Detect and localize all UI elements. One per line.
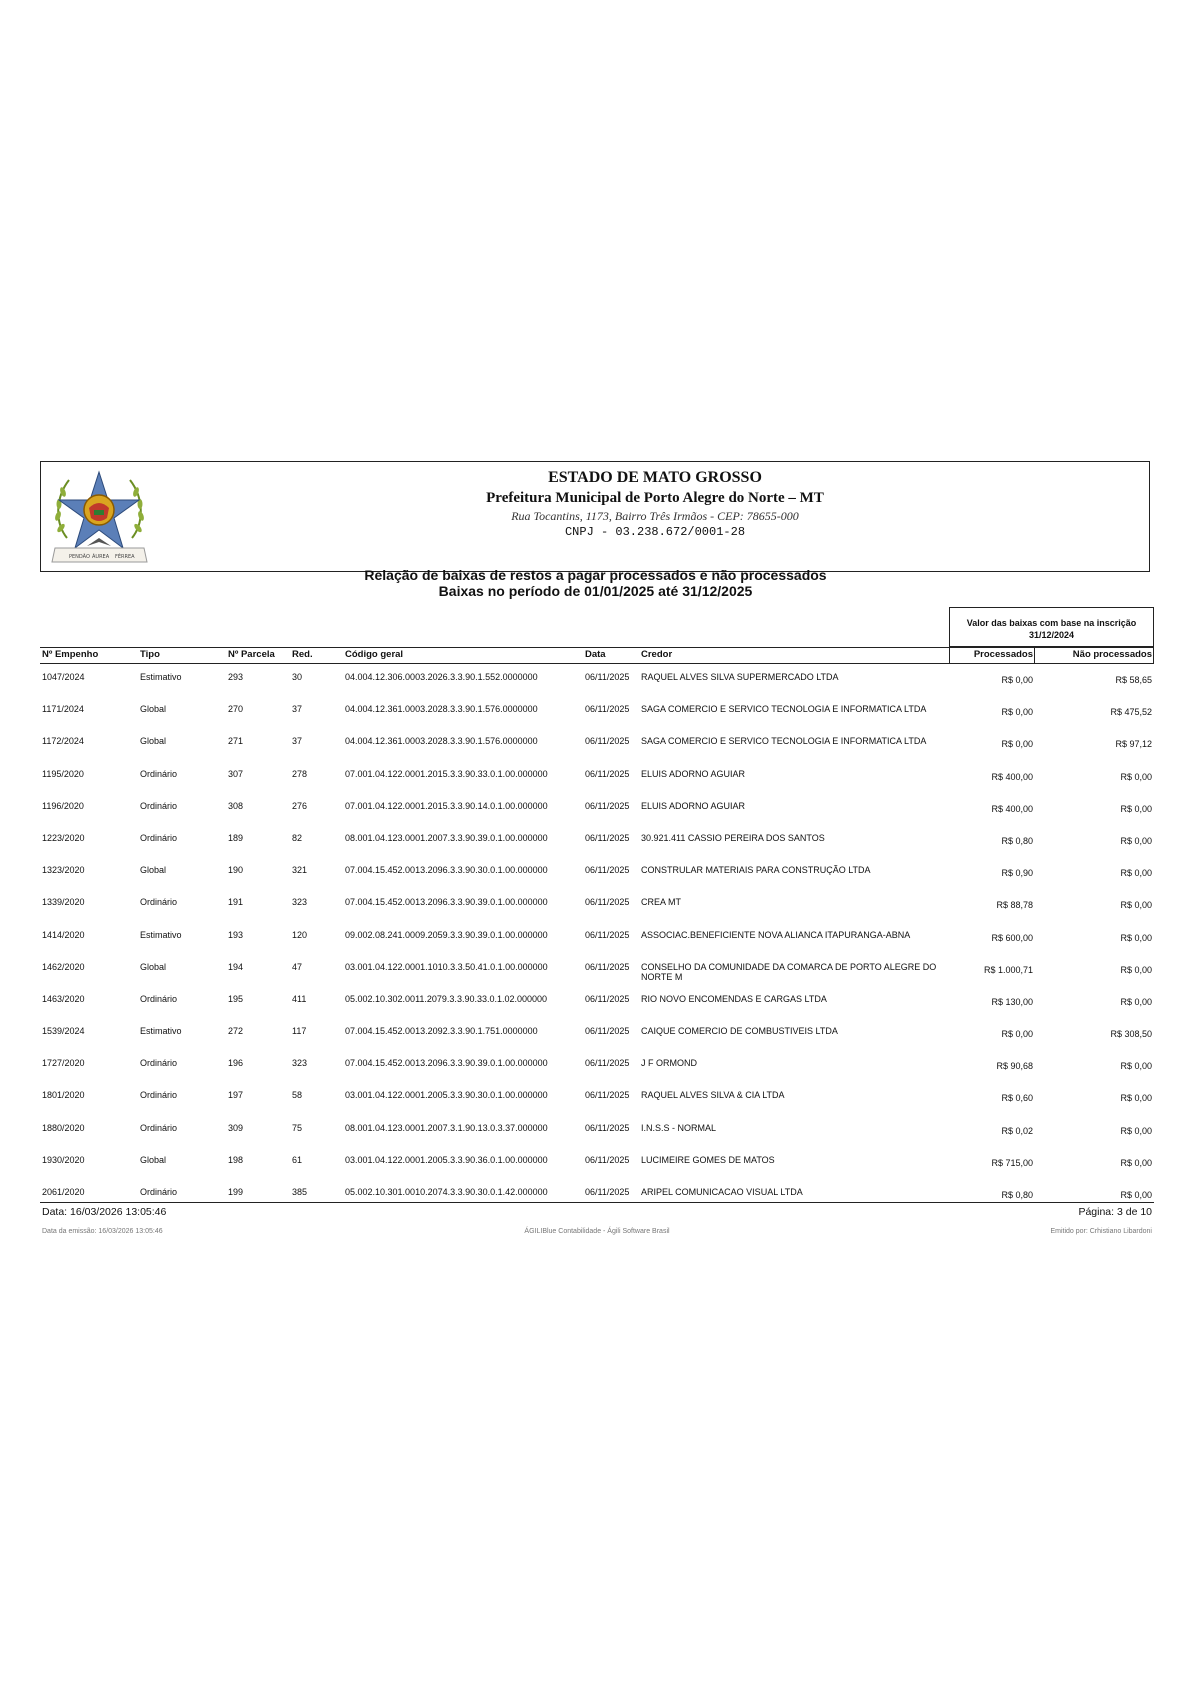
cell-processados: R$ 0,90 xyxy=(1001,868,1033,879)
cell-red: 37 xyxy=(292,736,303,747)
cell-codigo: 08.001.04.123.0001.2007.3.1.90.13.0.3.37.000000 xyxy=(345,1122,548,1133)
seal-emblem-icon xyxy=(47,468,152,566)
cell-red: 58 xyxy=(292,1090,303,1101)
cell-data: 06/11/2025 xyxy=(585,832,630,843)
cell-parcela: 197 xyxy=(228,1090,244,1101)
value-group-date: 31/12/2024 xyxy=(1028,630,1075,640)
issued-by: Emitido por: Crhistiano Libardoni xyxy=(1050,1228,1152,1235)
cell-credor: RAQUEL ALVES SILVA & CIA LTDA xyxy=(641,1090,785,1101)
cell-tipo: Estimativo xyxy=(140,1026,182,1037)
cell-credor: CONSTRULAR MATERIAIS PARA CONSTRUÇÃO LTDA xyxy=(641,865,871,876)
cell-empenho: 1880/2020 xyxy=(42,1122,85,1133)
footer-rule xyxy=(40,1202,1154,1203)
cell-parcela: 196 xyxy=(228,1058,244,1069)
cell-codigo: 05.002.10.301.0010.2074.3.3.90.30.0.1.42.000000 xyxy=(345,1187,548,1197)
cell-parcela: 272 xyxy=(228,1026,244,1037)
cell-credor: SAGA COMERCIO E SERVICO TECNOLOGIA E INFORMATICA LTDA xyxy=(641,704,927,715)
col-divider-mid xyxy=(1034,647,1035,663)
cell-data: 06/11/2025 xyxy=(585,993,630,1004)
cell-empenho: 1727/2020 xyxy=(42,1058,85,1069)
value-group-label: Valor das baixas com base na inscrição xyxy=(966,618,1137,628)
cell-empenho: 1462/2020 xyxy=(42,961,85,972)
col-credor: Credor xyxy=(641,649,673,660)
cell-tipo: Ordinário xyxy=(140,1122,178,1133)
cell-data: 06/11/2025 xyxy=(585,929,630,940)
cell-tipo: Ordinário xyxy=(140,800,178,811)
cell-tipo: Estimativo xyxy=(140,929,182,940)
cell-nao-processados: R$ 97,12 xyxy=(1115,739,1152,750)
cell-processados: R$ 88,78 xyxy=(996,900,1033,911)
cell-credor: ELUIS ADORNO AGUIAR xyxy=(641,768,746,779)
cell-nao-processados: R$ 0,00 xyxy=(1120,1093,1152,1104)
table-row xyxy=(40,922,1154,954)
cell-credor: CONSELHO DA COMUNIDADE DA COMARCA DE PORTO ALEGRE DO NORTE M xyxy=(641,961,937,982)
cell-tipo: Global xyxy=(140,865,167,876)
col-data: Data xyxy=(585,649,606,660)
cell-codigo: 07.001.04.122.0001.2015.3.3.90.33.0.1.00.000000 xyxy=(345,768,548,779)
table-row xyxy=(40,664,1154,696)
cell-empenho: 1323/2020 xyxy=(42,865,85,876)
cell-codigo: 03.001.04.122.0001.2005.3.3.90.36.0.1.00.000000 xyxy=(345,1154,548,1165)
cell-codigo: 04.004.12.361.0003.2028.3.3.90.1.576.0000000 xyxy=(345,736,538,747)
software-credit: ÁGILIBlue Contabilidade - Ágili Software Brasil xyxy=(524,1228,670,1235)
table-row xyxy=(40,857,1154,889)
cell-data: 06/11/2025 xyxy=(585,672,630,682)
cell-credor: I.N.S.S - NORMAL xyxy=(641,1122,717,1133)
col-empenho: Nº Empenho xyxy=(42,649,99,660)
cell-processados: R$ 0,00 xyxy=(1001,739,1033,750)
cell-empenho: 1539/2024 xyxy=(42,1026,85,1037)
cell-parcela: 189 xyxy=(228,832,244,843)
prefeitura-name: Prefeitura Municipal de Porto Alegre do Norte – MT xyxy=(486,490,824,506)
cell-red: 323 xyxy=(292,897,308,908)
cell-data: 06/11/2025 xyxy=(585,800,630,811)
cell-nao-processados: R$ 0,00 xyxy=(1120,835,1152,846)
cell-nao-processados: R$ 0,00 xyxy=(1120,932,1152,943)
cell-data: 06/11/2025 xyxy=(585,1154,630,1165)
cell-data: 06/11/2025 xyxy=(585,865,630,876)
table-header xyxy=(40,647,1154,663)
cell-tipo: Estimativo xyxy=(140,672,182,682)
cell-credor: LUCIMEIRE GOMES DE MATOS xyxy=(641,1154,775,1165)
cell-red: 385 xyxy=(292,1187,308,1197)
cell-codigo: 04.004.12.306.0003.2026.3.3.90.1.552.0000000 xyxy=(345,672,538,682)
cell-processados: R$ 0,60 xyxy=(1001,1093,1033,1104)
cell-codigo: 05.002.10.302.0011.2079.3.3.90.33.0.1.02.000000 xyxy=(345,993,548,1004)
cell-data: 06/11/2025 xyxy=(585,1187,630,1197)
cell-tipo: Ordinário xyxy=(140,1090,178,1101)
cell-nao-processados: R$ 0,00 xyxy=(1120,1061,1152,1072)
table-row xyxy=(40,728,1154,760)
table-body xyxy=(40,664,1154,1211)
cell-codigo: 07.001.04.122.0001.2015.3.3.90.14.0.1.00.000000 xyxy=(345,800,548,811)
emission-date: Data da emissão: 16/03/2026 13:05:46 xyxy=(42,1228,163,1235)
cell-parcela: 191 xyxy=(228,897,244,908)
cell-tipo: Global xyxy=(140,1154,167,1165)
table-row xyxy=(40,1018,1154,1050)
cell-red: 82 xyxy=(292,832,303,843)
cell-processados: R$ 400,00 xyxy=(991,803,1033,814)
cell-parcela: 309 xyxy=(228,1122,244,1133)
municipal-seal xyxy=(47,468,152,566)
svg-text:FÉRREA: FÉRREA xyxy=(115,554,135,560)
cell-processados: R$ 0,02 xyxy=(1001,1125,1033,1136)
cell-data: 06/11/2025 xyxy=(585,1122,630,1133)
cell-processados: R$ 400,00 xyxy=(991,771,1033,782)
cell-empenho: 1195/2020 xyxy=(42,768,84,779)
cell-credor: CREA MT xyxy=(641,897,682,908)
cell-nao-processados: R$ 0,00 xyxy=(1120,996,1152,1007)
cell-processados: R$ 0,80 xyxy=(1001,835,1033,846)
cell-empenho: 1196/2020 xyxy=(42,800,84,811)
cell-red: 75 xyxy=(292,1122,303,1133)
cell-tipo: Global xyxy=(140,961,167,972)
col-divider-left xyxy=(949,647,950,663)
cell-empenho: 1223/2020 xyxy=(42,832,85,843)
cell-red: 30 xyxy=(292,672,303,682)
cell-codigo: 09.002.08.241.0009.2059.3.3.90.39.0.1.00.000000 xyxy=(345,929,548,940)
cell-parcela: 293 xyxy=(228,672,244,682)
cell-credor: SAGA COMERCIO E SERVICO TECNOLOGIA E INFORMATICA LTDA xyxy=(641,736,927,747)
cell-red: 120 xyxy=(292,929,308,940)
cell-credor: RAQUEL ALVES SILVA SUPERMERCADO LTDA xyxy=(641,672,839,682)
cell-red: 276 xyxy=(292,800,308,811)
col-red: Red. xyxy=(292,649,313,660)
cell-nao-processados: R$ 0,00 xyxy=(1120,900,1152,911)
seal-ribbon-text: PENDÃO xyxy=(69,554,90,560)
cell-codigo: 04.004.12.361.0003.2028.3.3.90.1.576.0000000 xyxy=(345,704,538,715)
cell-processados: R$ 1.000,71 xyxy=(983,964,1033,975)
col-tipo: Tipo xyxy=(140,649,160,660)
cell-nao-processados: R$ 0,00 xyxy=(1120,868,1152,879)
cell-codigo: 03.001.04.122.0001.2005.3.3.90.30.0.1.00.000000 xyxy=(345,1090,548,1101)
col-processados: Processados xyxy=(973,649,1033,660)
cell-empenho: 1463/2020 xyxy=(42,993,85,1004)
cell-codigo: 07.004.15.452.0013.2096.3.3.90.39.0.1.00.000000 xyxy=(345,897,548,908)
cell-codigo: 03.001.04.122.0001.1010.3.3.50.41.0.1.00.000000 xyxy=(345,961,548,972)
cell-processados: R$ 0,00 xyxy=(1001,707,1033,718)
cell-data: 06/11/2025 xyxy=(585,736,630,747)
cell-red: 117 xyxy=(292,1026,307,1037)
cell-processados: R$ 0,00 xyxy=(1001,1029,1033,1040)
cell-parcela: 270 xyxy=(228,704,244,715)
table-row xyxy=(40,1115,1154,1147)
cell-tipo: Ordinário xyxy=(140,1058,178,1069)
cell-data: 06/11/2025 xyxy=(585,1026,630,1037)
cell-nao-processados: R$ 0,00 xyxy=(1120,803,1152,814)
cell-empenho: 1172/2024 xyxy=(42,736,84,747)
cell-empenho: 1414/2020 xyxy=(42,929,85,940)
col-codigo: Código geral xyxy=(345,649,404,660)
cell-data: 06/11/2025 xyxy=(585,704,630,715)
table-row xyxy=(40,1147,1154,1179)
cell-empenho: 1047/2024 xyxy=(42,672,85,682)
address: Rua Tocantins, 1173, Bairro Três Irmãos - CEP: 78655-000 xyxy=(511,509,799,523)
cell-codigo: 07.004.15.452.0013.2096.3.3.90.39.0.1.00.000000 xyxy=(345,1058,548,1069)
cell-red: 61 xyxy=(292,1154,303,1165)
cell-credor: J F ORMOND xyxy=(641,1058,697,1069)
table-row xyxy=(40,1082,1154,1114)
cell-processados: R$ 90,68 xyxy=(996,1061,1033,1072)
svg-text:ÁUREA: ÁUREA xyxy=(92,554,110,560)
cell-processados: R$ 600,00 xyxy=(991,932,1033,943)
cell-credor: 30.921.411 CASSIO PEREIRA DOS SANTOS xyxy=(641,832,825,843)
cell-nao-processados: R$ 0,00 xyxy=(1120,1190,1152,1200)
cell-tipo: Global xyxy=(140,704,167,715)
cell-parcela: 307 xyxy=(228,768,244,779)
table-row xyxy=(40,1179,1154,1211)
cell-processados: R$ 130,00 xyxy=(991,996,1033,1007)
cell-red: 321 xyxy=(292,865,308,876)
cell-red: 323 xyxy=(292,1058,308,1069)
cell-credor: ARIPEL COMUNICACAO VISUAL LTDA xyxy=(641,1187,803,1197)
cell-credor: CAIQUE COMERCIO DE COMBUSTIVEIS LTDA xyxy=(641,1026,838,1037)
col-divider-right xyxy=(1153,647,1154,663)
col-parcela: Nº Parcela xyxy=(228,649,275,660)
cell-data: 06/11/2025 xyxy=(585,768,630,779)
cell-parcela: 194 xyxy=(228,961,244,972)
cell-data: 06/11/2025 xyxy=(585,897,630,908)
state-name: ESTADO DE MATO GROSSO xyxy=(548,469,762,486)
cell-empenho: 1339/2020 xyxy=(42,897,85,908)
cell-nao-processados: R$ 0,00 xyxy=(1120,1157,1152,1168)
cell-empenho: 2061/2020 xyxy=(42,1187,85,1197)
cell-data: 06/11/2025 xyxy=(585,1090,630,1101)
cell-nao-processados: R$ 0,00 xyxy=(1120,771,1152,782)
cell-parcela: 190 xyxy=(228,865,244,876)
cell-processados: R$ 0,80 xyxy=(1001,1190,1033,1200)
col-nao-processados: Não processados xyxy=(1072,649,1152,660)
table-row xyxy=(40,889,1154,921)
cell-codigo: 07.004.15.452.0013.2092.3.3.90.1.751.0000000 xyxy=(345,1026,538,1037)
table-row xyxy=(40,986,1154,1018)
cell-credor: RIO NOVO ENCOMENDAS E CARGAS LTDA xyxy=(641,993,827,1004)
cell-processados: R$ 0,00 xyxy=(1001,675,1033,685)
cell-nao-processados: R$ 308,50 xyxy=(1110,1029,1152,1040)
table-row xyxy=(40,954,1154,986)
table-row xyxy=(40,696,1154,728)
cell-tipo: Ordinário xyxy=(140,897,178,908)
cell-red: 47 xyxy=(292,961,303,972)
cell-parcela: 199 xyxy=(228,1187,244,1197)
cell-nao-processados: R$ 58,65 xyxy=(1115,675,1152,685)
cell-empenho: 1930/2020 xyxy=(42,1154,85,1165)
cell-red: 411 xyxy=(292,993,307,1004)
cell-parcela: 195 xyxy=(228,993,244,1004)
cell-data: 06/11/2025 xyxy=(585,1058,630,1069)
cell-nao-processados: R$ 0,00 xyxy=(1120,1125,1152,1136)
cell-tipo: Ordinário xyxy=(140,993,178,1004)
table-row xyxy=(40,825,1154,857)
cell-codigo: 07.004.15.452.0013.2096.3.3.90.30.0.1.00.000000 xyxy=(345,865,548,876)
cell-empenho: 1801/2020 xyxy=(42,1090,85,1101)
table-row xyxy=(40,1050,1154,1082)
cell-tipo: Global xyxy=(140,736,167,747)
document-header xyxy=(40,461,1150,572)
cell-nao-processados: R$ 0,00 xyxy=(1120,964,1152,975)
cell-tipo: Ordinário xyxy=(140,1187,178,1197)
cell-tipo: Ordinário xyxy=(140,832,178,843)
table-row xyxy=(40,793,1154,825)
cell-parcela: 271 xyxy=(228,736,244,747)
cell-data: 06/11/2025 xyxy=(585,961,630,972)
report-period: Baixas no período de 01/01/2025 até 31/12/2025 xyxy=(438,583,753,599)
cell-tipo: Ordinário xyxy=(140,768,178,779)
footer-page: Página: 3 de 10 xyxy=(1078,1206,1152,1218)
cell-parcela: 198 xyxy=(228,1154,244,1165)
cell-parcela: 193 xyxy=(228,929,244,940)
cell-codigo: 08.001.04.123.0001.2007.3.3.90.39.0.1.00.000000 xyxy=(345,832,548,843)
table-row xyxy=(40,761,1154,793)
footer-date: Data: 16/03/2026 13:05:46 xyxy=(42,1206,167,1218)
cell-nao-processados: R$ 475,52 xyxy=(1110,707,1152,718)
value-group-header xyxy=(949,607,1154,647)
cell-empenho: 1171/2024 xyxy=(42,704,84,715)
header-text xyxy=(161,468,1149,540)
cell-credor: ASSOCIAC.BENEFICIENTE NOVA ALIANCA ITAPURANGA-ABNA xyxy=(641,929,911,940)
cnpj: CNPJ - 03.238.672/0001-28 xyxy=(564,525,746,539)
cell-credor: ELUIS ADORNO AGUIAR xyxy=(641,800,746,811)
report-title: Relação de baixas de restos a pagar processados e não processados xyxy=(364,567,827,583)
cell-processados: R$ 715,00 xyxy=(991,1157,1033,1168)
report-title-block xyxy=(0,567,1191,599)
cell-red: 37 xyxy=(292,704,303,715)
cell-red: 278 xyxy=(292,768,308,779)
cell-parcela: 308 xyxy=(228,800,244,811)
